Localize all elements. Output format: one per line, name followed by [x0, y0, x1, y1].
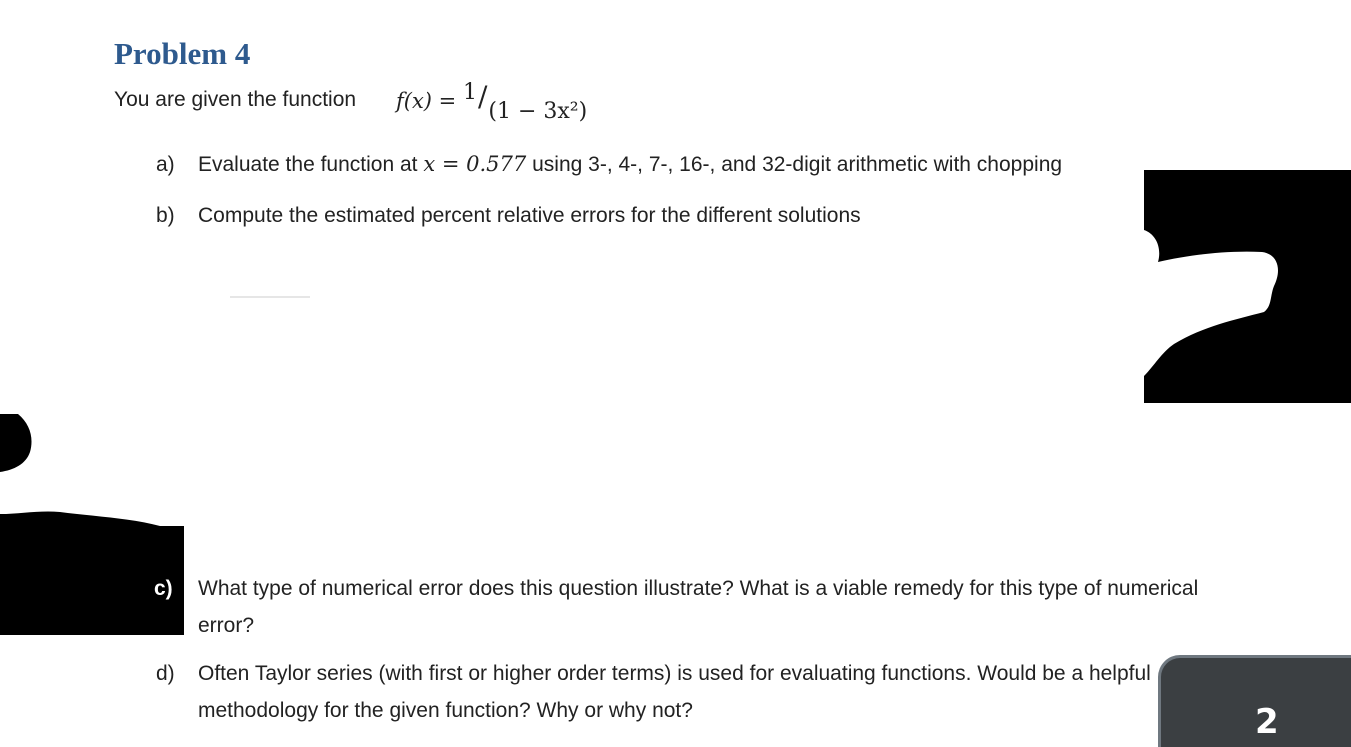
list-item-b	[156, 197, 1256, 234]
list-item-c	[156, 570, 1256, 644]
formula-numerator: 1	[462, 80, 477, 105]
item-text: Compute the estimated percent relative errors for the different solutions	[198, 204, 861, 227]
item-label: b)	[156, 204, 175, 227]
function-formula	[396, 80, 588, 124]
item-a-text-before: Evaluate the function at	[198, 153, 418, 176]
list-item-d	[156, 655, 1256, 729]
item-text: What type of numerical error does this question illustrate? What is a viable remedy for this type of numerical error?	[198, 577, 1199, 637]
item-a-text-after: using 3-, 4-, 7-, 16-, and 32-digit arithmetic with chopping	[532, 153, 1063, 176]
item-a-math: x = 0.577	[423, 152, 527, 176]
formula-slash: /	[477, 80, 488, 113]
problem-intro	[114, 88, 356, 112]
problem-title: Problem 4	[114, 36, 251, 71]
formula-lhs: f(x) =	[396, 89, 457, 113]
item-text: Often Taylor series (with first or higher order terms) is used for evaluating functions. Would be a helpful methodology for the given function? Why or why not?	[198, 662, 1151, 722]
faint-scan-mark	[230, 296, 310, 298]
redaction-blob-shape	[1144, 170, 1351, 403]
item-label: a)	[156, 153, 175, 176]
item-label: c)	[154, 577, 173, 600]
list-item-a	[156, 146, 1256, 183]
item-text	[198, 146, 1062, 183]
item-label: d)	[156, 662, 175, 685]
intro-text: You are given the function	[114, 88, 357, 111]
redaction-block-right	[1144, 170, 1351, 403]
formula-denominator: (1 − 3x²)	[488, 99, 588, 124]
badge-text: 2	[1255, 702, 1279, 742]
